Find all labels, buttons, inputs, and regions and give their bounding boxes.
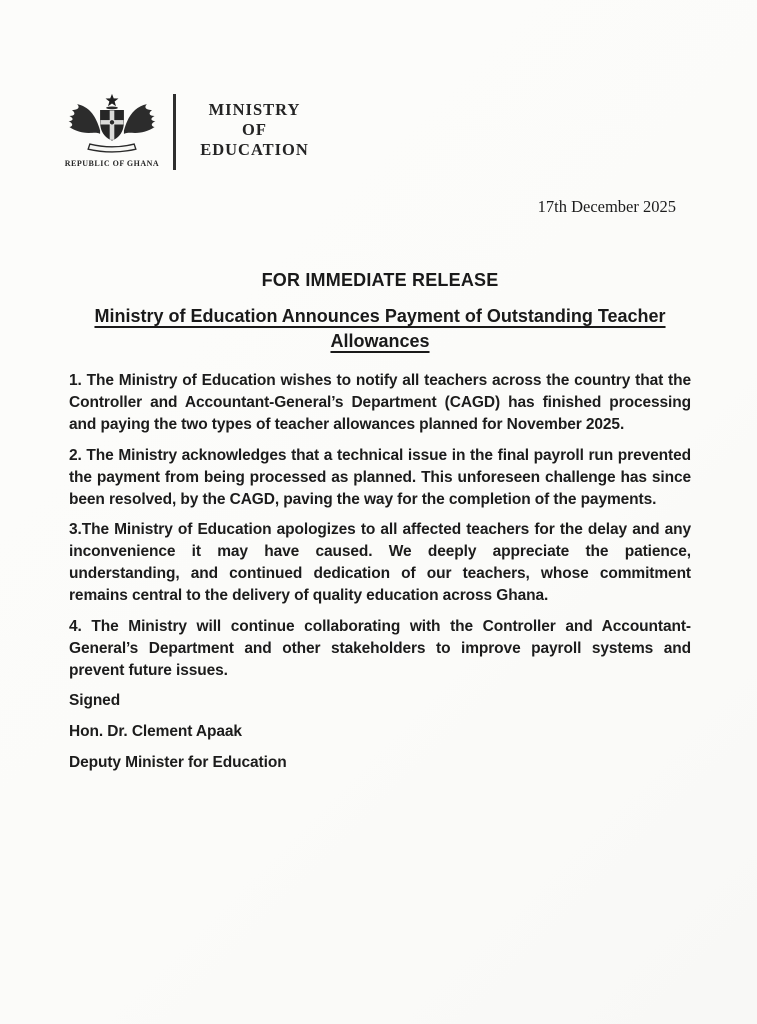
signature-block [69,690,691,774]
letterhead-divider [173,94,176,170]
signature-title: Deputy Minister for Education [69,754,287,771]
ministry-name-line: OF [242,120,267,139]
emblem-caption: REPUBLIC OF GHANA [64,159,160,168]
letterhead [62,93,314,170]
emblem-block [62,93,162,168]
body-paragraphs [69,370,691,682]
body-paragraph: 2. The Ministry acknowledges that a technical issue in the final payroll run prevented the payment from being processed as planned. This unforeseen challenge has since been resolved, by the CAGD, paving the way for the completion of the payments. [69,446,691,508]
ministry-name [196,93,314,160]
document-body [69,270,691,783]
release-title: Ministry of Education Announces Payment of Outstanding Teacher Allowances [94,306,666,351]
ministry-name-line: MINISTRY [208,100,301,119]
signature-name: Hon. Dr. Clement Apaak [69,723,242,740]
date: 17th December 2025 [537,197,676,216]
ministry-name-line: EDUCATION [200,140,309,159]
ghana-coat-of-arms-icon [65,93,159,156]
body-paragraph: 4. The Ministry will continue collaborating with the Controller and Accountant-General’s Department and other stakeholders to improve payroll systems and prevent future issues. [69,617,691,679]
body-paragraph: 3.The Ministry of Education apologizes to all affected teachers for the delay and any inconvenience it may have caused. We deeply appreciate the patience, understanding, and continued dedication of our teachers, whose commitment remains central to the delivery of quality education across Ghana. [69,521,691,604]
release-label: FOR IMMEDIATE RELEASE [261,270,499,290]
signature-signed: Signed [69,692,121,709]
body-paragraph: 1. The Ministry of Education wishes to notify all teachers across the country that the Controller and Accountant-General’s Department (CAGD) has finished processing and paying the two types of teacher allowances planned for November 2025. [69,372,691,433]
